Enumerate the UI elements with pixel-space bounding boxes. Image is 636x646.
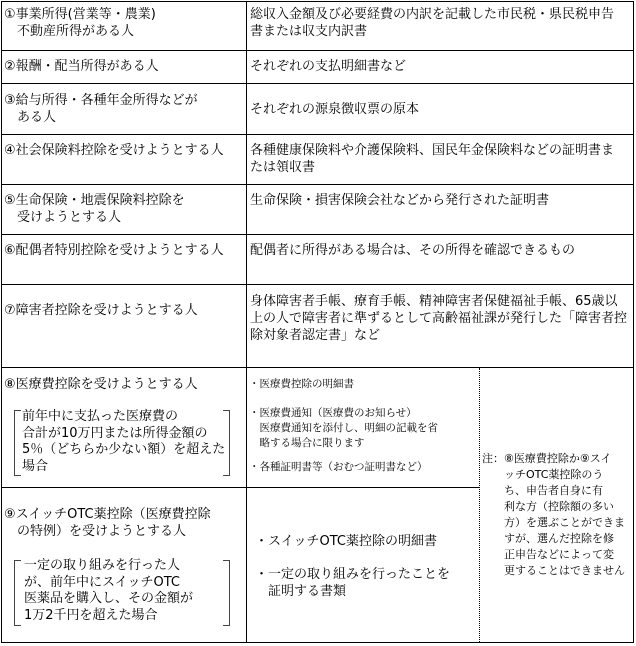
row-1-documents: 総収入金額及び必要経費の内訳を記載した市民税・県民税申告 書または収支内訳書: [250, 7, 615, 39]
row-9-condition: ⑨スイッチOTC薬控除（医療費控除 の特例）を受けようとする人: [4, 507, 211, 539]
row-divider: [2, 184, 633, 185]
bracket-left: [14, 560, 21, 626]
row-5-documents: 生命保険・損害保険会社などから発行された証明書: [250, 193, 550, 208]
row-8-threshold: 前年中に支払った医療費の 合計が10万円または所得金額の 5％（どちらか少ない額）を超えた 場合: [22, 409, 226, 474]
row-3-documents: それぞれの源泉徴収票の原本: [250, 102, 420, 117]
bracket-right: [223, 560, 230, 626]
row-divider: [2, 134, 633, 135]
row-divider: [2, 234, 633, 235]
row-2-condition: ②報酬・配当所得がある人: [4, 59, 159, 74]
row-6-condition: ⑥配偶者特別控除を受けようとする人: [4, 243, 224, 258]
row-2-documents: それぞれの支払明細書など: [250, 59, 407, 74]
row-5-condition: ⑤生命保険・地震保険料控除を 受けようとする人: [4, 193, 185, 225]
row-4-documents: 各種健康保険料や介護保険料、国民年金保険料などの証明書ま たは領収書: [250, 143, 615, 175]
row-7-condition: ⑦障害者控除を受けようとする人: [4, 303, 198, 318]
row-8-condition: ⑧医療費控除を受けようとする人: [4, 377, 198, 392]
row-divider: [2, 284, 633, 285]
bracket-left: [14, 410, 21, 476]
row-8-doc-3: ・各種証明書等（おむつ証明書など）: [249, 461, 428, 473]
note-divider: [479, 368, 480, 642]
row-6-documents: 配偶者に所得がある場合は、その所得を確認できるもの: [250, 243, 576, 258]
row-8-doc-2: ・医療費通知（医療費のお知らせ） 医療費通知を添付し、明細の記載を省 略する場合に限ります: [249, 407, 438, 449]
row-9-doc-2: ・一定の取り組みを行ったことを 証明する書類: [255, 567, 451, 599]
row-divider: [2, 83, 633, 84]
row-divider: [2, 367, 633, 368]
note-text: 注：⑧医療費控除か⑨スイ ッチOTC薬控除のう ち、申告者自身に有 利な方（控除額の多い 方）を選ぶことができま すが、選んだ控除を修 正申告などによって変 更することはできません: [482, 452, 625, 577]
row-divider: [2, 50, 633, 51]
row-7-documents: 身体障害者手帳、療育手帳、精神障害者保健福祉手帳、65歳以 上の人で障害者に準ずるとして高齢福祉課が発行した「障害者控 除対象者認定書」など: [250, 294, 628, 343]
column-divider: [246, 2, 247, 642]
row-3-condition: ③給与所得・各種年金所得などが ある人: [4, 93, 198, 125]
row-8-doc-1: ・医療費控除の明細書: [249, 378, 354, 390]
row-9-doc-1: ・スイッチOTC薬控除の明細書: [255, 534, 437, 549]
row-1-condition: ①事業所得(営業等・農業) 不動産所得がある人: [4, 7, 156, 39]
row-9-threshold: 一定の取り組みを行った人 が、前年中にスイッチOTC 医薬品を購入し、その金額が 1万2千円を超えた場合: [24, 558, 194, 623]
row-divider: [2, 487, 479, 488]
row-4-condition: ④社会保険料控除を受けようとする人: [4, 143, 224, 158]
